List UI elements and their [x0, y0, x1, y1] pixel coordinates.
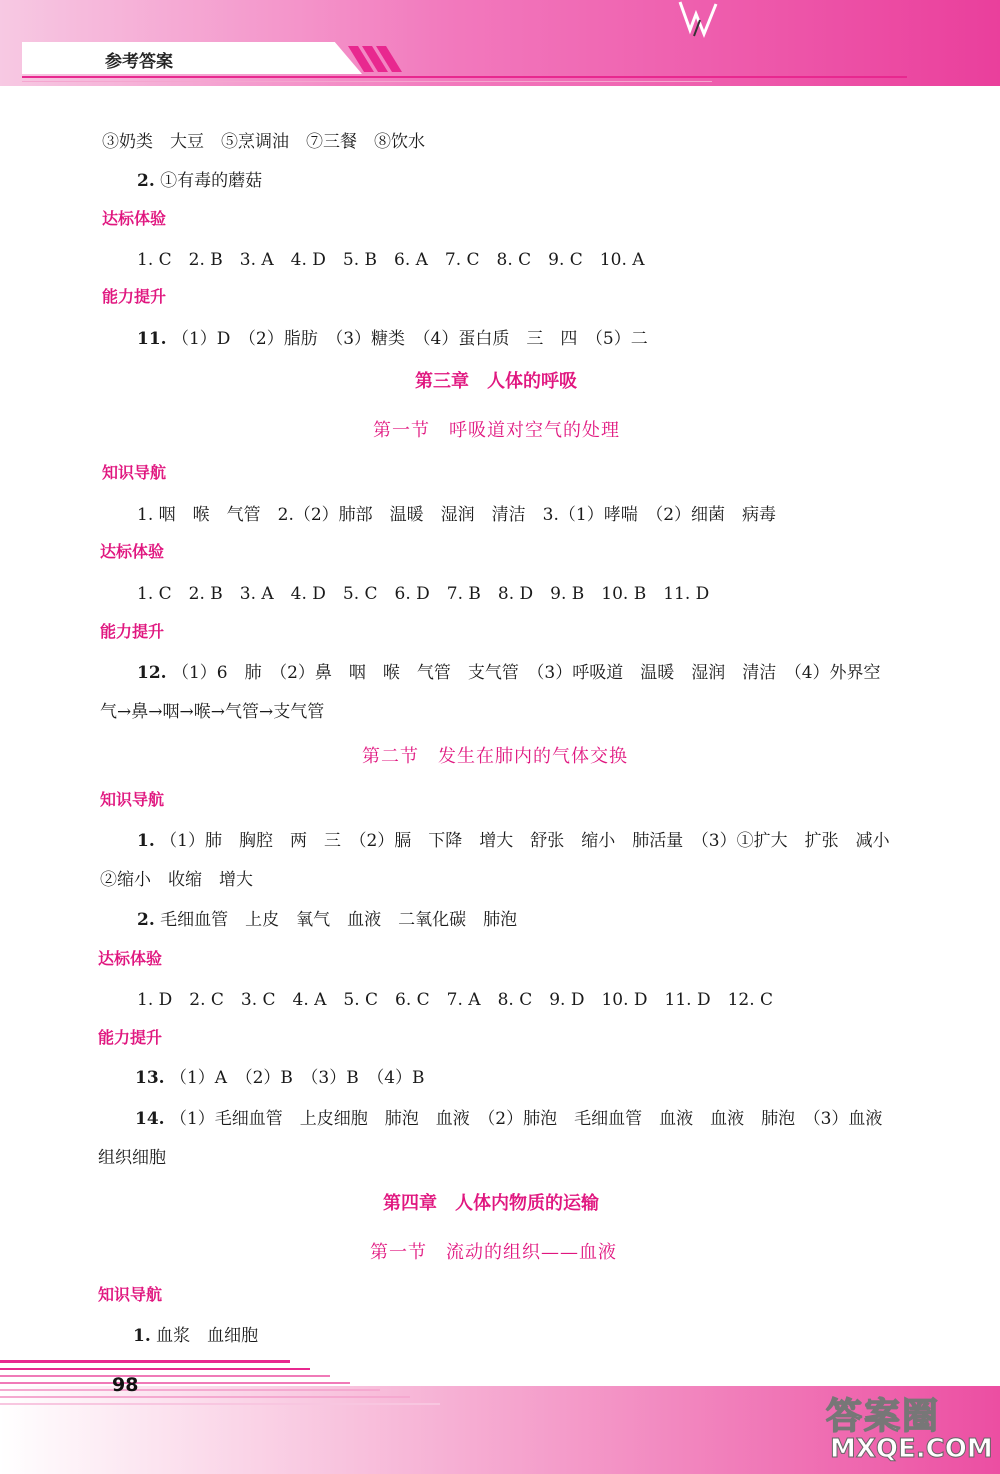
answer-line: 2. ①有毒的蘑菇 [137, 171, 263, 191]
answer-line: 13. （1）A （2）B （3）B （4）B [135, 1068, 425, 1088]
heading-dabiao: 达标体验 [98, 949, 163, 968]
answer-line: 1. C 2. B 3. A 4. D 5. C 6. D 7. B 8. D 9. B 10. B 11. D [137, 584, 710, 604]
answer-line: 14. （1）毛细血管 上皮细胞 肺泡 血液 （2）肺泡 毛细血管 血液 血液 肺泡 （3）血液 [135, 1109, 883, 1129]
answer-line: 1. （1）肺 胸腔 两 三 （2）膈 下降 增大 舒张 缩小 肺活量 （3）①扩大 扩张 减小 [137, 831, 890, 851]
answer-line: 气→鼻→咽→喉→气管→支气管 [100, 702, 325, 722]
corner-logo-icon [676, 0, 720, 40]
answer-line: ②缩小 收缩 增大 [100, 870, 253, 890]
page-number: 98 [112, 1374, 139, 1396]
chapter-title: 第三章 人体的呼吸 [415, 371, 577, 392]
answer-line: ③奶类 大豆 ⑤烹调油 ⑦三餐 ⑧饮水 [102, 132, 425, 152]
header-title: 参考答案 [105, 52, 173, 72]
chapter-title: 第四章 人体内物质的运输 [383, 1193, 599, 1214]
heading-nengli: 能力提升 [102, 287, 167, 306]
section-title: 第二节 发生在肺内的气体交换 [362, 746, 628, 767]
heading-zhishi: 知识导航 [100, 790, 165, 809]
answer-line: 1. D 2. C 3. C 4. A 5. C 6. C 7. A 8. C 9. D 10. D 11. D 12. C [137, 990, 774, 1010]
answer-line: 1. C 2. B 3. A 4. D 5. B 6. A 7. C 8. C 9. C 10. A [137, 250, 645, 270]
heading-dabiao: 达标体验 [102, 209, 167, 228]
heading-dabiao: 达标体验 [100, 542, 165, 561]
answer-line: 11. （1）D （2）脂肪 （3）糖类 （4）蛋白质 三 四 （5）二 [137, 329, 648, 349]
answer-line: 组织细胞 [98, 1148, 166, 1168]
answer-line: 1. 咽 喉 气管 2.（2）肺部 温暖 湿润 清洁 3.（1）哮喘 （2）细菌 病毒 [137, 505, 777, 525]
answer-line: 1. 血浆 血细胞 [133, 1326, 259, 1346]
heading-nengli: 能力提升 [100, 622, 165, 641]
section-title: 第一节 流动的组织——血液 [370, 1242, 617, 1263]
heading-zhishi: 知识导航 [102, 463, 167, 482]
header-stripes [348, 46, 408, 72]
answer-line: 12. （1）6 肺 （2）鼻 咽 喉 气管 支气管 （3）呼吸道 温暖 湿润 清洁 （4）外界空 [137, 663, 881, 683]
heading-zhishi: 知识导航 [98, 1285, 163, 1304]
answer-line: 2. 毛细血管 上皮 氧气 血液 二氧化碳 肺泡 [137, 910, 518, 930]
heading-nengli: 能力提升 [98, 1028, 163, 1047]
header-rule-thin [22, 81, 712, 82]
header-tab [22, 42, 362, 74]
watermark-logo: 答案圈 [826, 1396, 941, 1437]
section-title: 第一节 呼吸道对空气的处理 [373, 420, 620, 441]
watermark-url: MXQE.COM [830, 1434, 993, 1464]
header-rule [22, 76, 907, 78]
footer-stripes [0, 1360, 460, 1430]
